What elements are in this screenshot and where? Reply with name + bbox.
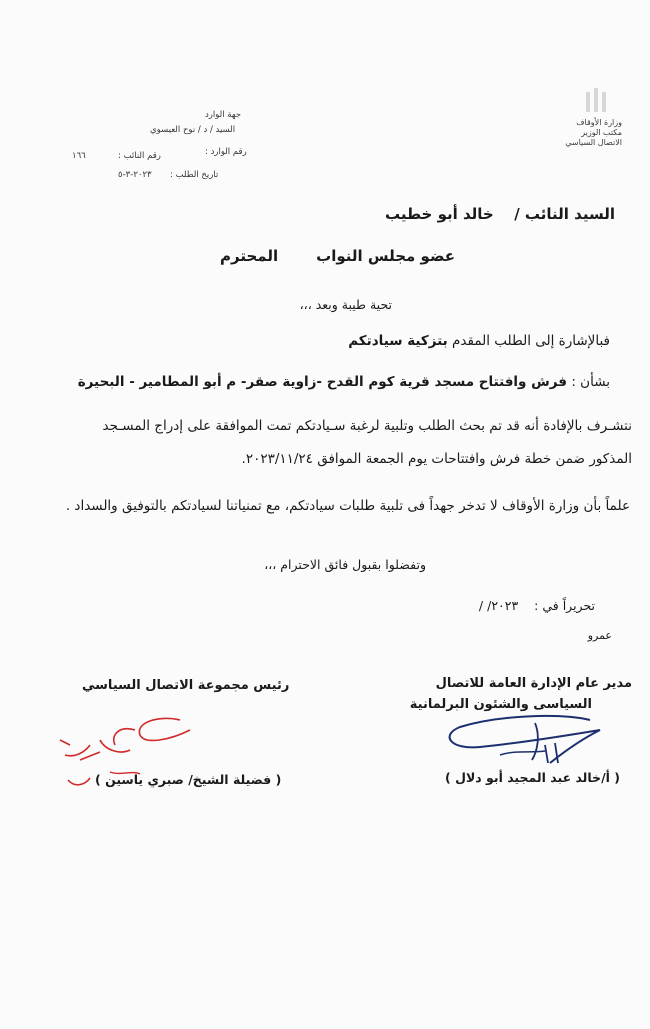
stamp-request-date: ٢٠٢٣-٣-٥ <box>118 170 152 180</box>
addressee-line <box>385 205 615 223</box>
clerk-name: عمرو <box>587 629 612 642</box>
addressee-title: السيد النائب / <box>514 205 615 223</box>
reference-bold: بتزكية سيادتكم <box>348 333 448 349</box>
signatory-right-title-2: السياسى والشئون البرلمانية <box>409 697 592 712</box>
closing-line: وتفضلوا بقبول فائق الاحترام ،،، <box>264 557 426 572</box>
stamp-title: جهة الوارد <box>205 110 242 120</box>
subject-label: بشأن : <box>571 374 610 390</box>
ministry-office: مكتب الوزير <box>581 128 622 137</box>
paragraph-line-2: المذكور ضمن خطة فرش وافتتاحات يوم الجمعة الموافق ٢٠٢٣/١١/٢٤. <box>241 451 632 467</box>
stamp-incoming-number-label: رقم الوارد : <box>205 147 247 157</box>
addressee-honorific: المحترم <box>220 247 279 265</box>
ministry-header <box>552 118 622 148</box>
addressee-role: عضو مجلس النواب <box>316 247 455 265</box>
date-value: / /٢٠٢٣ <box>478 598 519 613</box>
ministry-department: الاتصال السياسي <box>565 138 622 147</box>
reference-prefix: فبالإشارة إلى الطلب المقدم <box>452 333 610 349</box>
stamp-mp-number-label: رقم النائب : <box>118 151 161 161</box>
signatory-left-name: ( فضيلة الشيخ/ صبري ياسين ) <box>95 772 282 787</box>
stamp-request-date-label: تاريخ الطلب : <box>170 170 219 180</box>
signatory-left-title: رئيس مجموعة الاتصال السياسي <box>82 678 290 693</box>
addressee-name: خالد أبو خطيب <box>384 205 494 223</box>
ministry-name: وزارة الأوقاف <box>576 118 622 127</box>
subject-line <box>78 374 610 390</box>
subject-text: فرش وافتتاح مسجد قرية كوم القدح -زاوية صقر- م أبو المطامير - البحيرة <box>77 374 568 390</box>
stamp-mp-number: ١٦٦ <box>72 151 86 161</box>
date-line <box>479 598 595 613</box>
ministry-logo-icon <box>584 86 608 114</box>
signatory-right-title-1: مدير عام الإدارة العامة للاتصال <box>435 676 632 691</box>
paragraph-line-1: نتشـرف بالإفادة أنه قد تم بحث الطلب وتلبية لرغبة سـيادتكم تمت الموافقة على إدراج المسـجد <box>102 418 632 434</box>
date-label: تحريراً في : <box>534 598 595 613</box>
note-line: علماً بأن وزارة الأوقاف لا تدخر جهداً فى تلبية طلبات سيادتكم، مع تمنياتنا لسيادتكم بالتوفيق والسداد . <box>65 498 630 514</box>
reference-line <box>348 333 610 349</box>
signatory-right-name: ( أ/خالد عبد المجيد أبو دلال ) <box>445 770 620 785</box>
stamp-mp-name: السيد / د / نوح العيسوي <box>150 125 236 135</box>
signature-right-icon <box>440 705 610 775</box>
greeting: تحية طيبة وبعد ،،، <box>299 297 392 312</box>
